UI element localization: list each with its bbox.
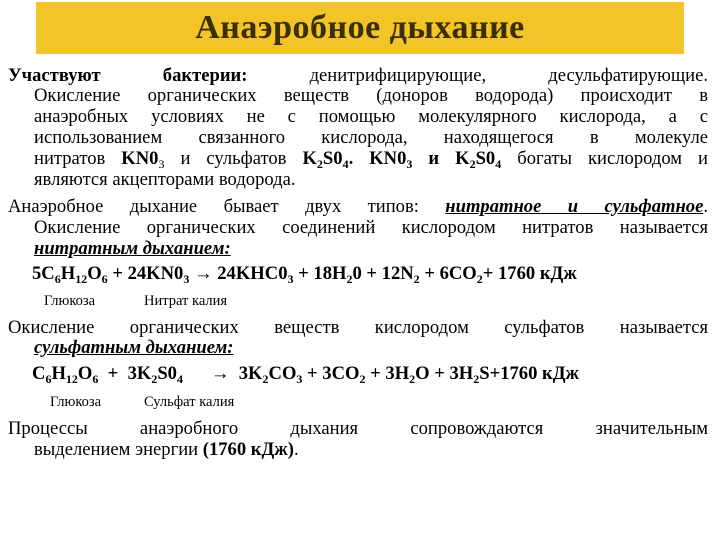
para3-line2 bbox=[8, 338, 708, 357]
para2-line2: Окисление органических соединений кислородом нитратов называется bbox=[34, 217, 708, 238]
text: выделением энергии bbox=[34, 439, 203, 460]
formula: KN0 bbox=[121, 148, 159, 169]
para1-word: денитрифицирующие, bbox=[309, 65, 487, 86]
formula: . KN0 bbox=[348, 148, 407, 169]
title-banner bbox=[36, 2, 684, 54]
equation-sulfate: $C_6H_{12}O_6 + 3K_2S0_4$ → $3K_2CO_3 + 3CO_2 + 3H_2O + 3H_2S+1760$ кДж bbox=[32, 363, 580, 386]
term-sulfate: сульфатное bbox=[604, 196, 704, 217]
text: . bbox=[293, 439, 299, 460]
slide-title: Анаэробное дыхание bbox=[195, 9, 525, 46]
label-glucose-2: Глюкоза bbox=[50, 394, 102, 410]
para4-line2 bbox=[8, 440, 708, 459]
para1-line3: анаэробных условиях не с помощью молекулярного кислорода, а с bbox=[34, 106, 708, 127]
term-nitrate-respiration: нитратным дыханием: bbox=[34, 238, 231, 259]
para1-line2: Окисление органических веществ (доноров водорода) происходит в bbox=[34, 85, 708, 106]
para2-line3 bbox=[8, 239, 708, 258]
subscript: 4 bbox=[495, 157, 502, 171]
text: нитратов bbox=[34, 148, 122, 169]
label-potassium-nitrate: Нитрат калия bbox=[144, 293, 228, 309]
equation-nitrate: $5C_6H_{12}O_6 + 24KN0_3 \to 24KHC0_3 + 18H_20 + 12N_2 + 6CO_2+ 1760$ кДж bbox=[32, 263, 577, 286]
text: Анаэробное дыхание бывает двух типов: bbox=[8, 196, 446, 217]
para1-word: Участвуют bbox=[8, 65, 101, 86]
label-glucose: Глюкоза bbox=[44, 293, 96, 309]
formula: S0 bbox=[322, 148, 343, 169]
subscript: 2 bbox=[316, 157, 323, 171]
para1-line1 bbox=[8, 66, 708, 85]
formula: K bbox=[302, 148, 317, 169]
formula: и K bbox=[412, 148, 470, 169]
para1-line6: являются акцепторами водорода. bbox=[34, 169, 296, 190]
term-nitrate: нитратное bbox=[445, 196, 542, 217]
text: . bbox=[703, 196, 708, 217]
para1-word: десульфатирующие. bbox=[548, 65, 709, 86]
formula: S0 bbox=[475, 148, 496, 169]
term-sulfate-respiration: сульфатным дыханием: bbox=[34, 337, 234, 358]
para2-line1 bbox=[8, 197, 708, 216]
para1-line5 bbox=[8, 148, 708, 171]
text: богаты кислородом и bbox=[501, 148, 708, 169]
energy-value: (1760 кДж) bbox=[202, 439, 294, 460]
label-potassium-sulfate: Сульфат калия bbox=[144, 394, 235, 410]
subscript: 2 bbox=[469, 157, 476, 171]
para1-line4: использованием связанного кислорода, находящегося в молекуле bbox=[34, 127, 708, 148]
subscript: 3 bbox=[158, 157, 165, 171]
text: и bbox=[541, 196, 605, 217]
text: и сульфатов bbox=[164, 148, 303, 169]
subscript: 4 bbox=[342, 157, 349, 171]
para3-line1: Окисление органических веществ кислородом сульфатов называется bbox=[8, 317, 708, 338]
para4-line1: Процессы анаэробного дыхания сопровождаются значительным bbox=[8, 418, 708, 439]
para1-word: бактерии: bbox=[162, 65, 248, 86]
subscript: 3 bbox=[406, 157, 413, 171]
